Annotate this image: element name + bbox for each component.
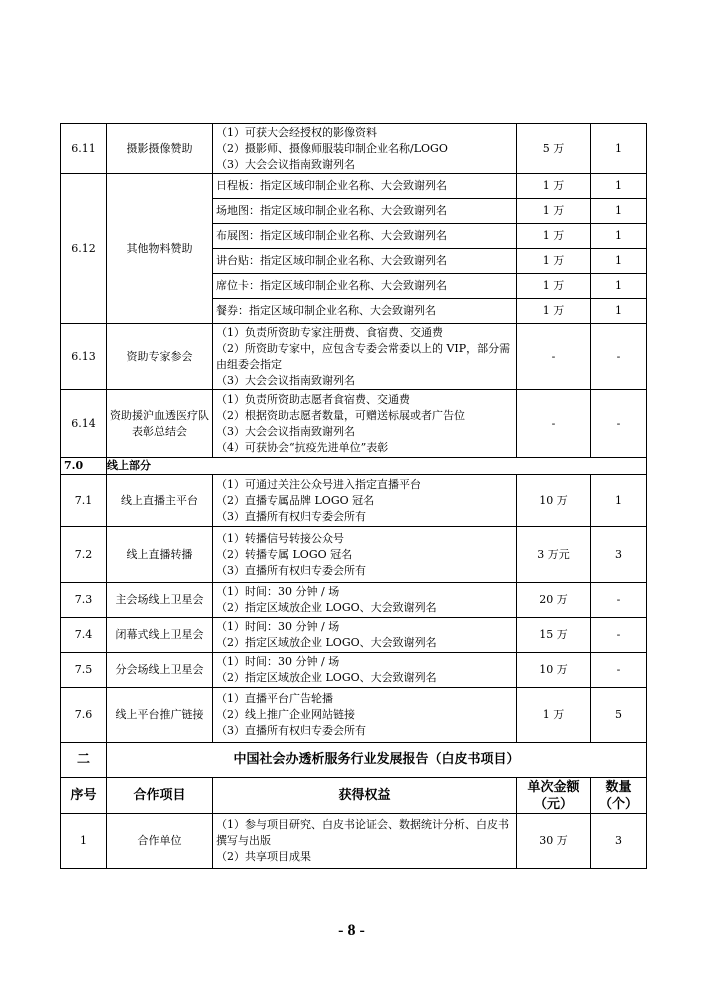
cooperation-item: 线上平台推广链接	[107, 688, 213, 743]
rights-line: （3）大会会议指南致谢列名	[216, 157, 355, 171]
table-row	[61, 618, 647, 653]
quantity-cell: 5	[591, 688, 647, 743]
amount-cell: 30 万	[517, 814, 591, 869]
rights-line: （3）大会会议指南致谢列名	[216, 424, 355, 438]
amount-cell: 15 万	[517, 618, 591, 653]
cooperation-item: 主会场线上卫星会	[107, 583, 213, 618]
rights-line: （2）指定区域放企业 LOGO、大会致谢列名	[216, 671, 437, 684]
section-title: 中国社会办透析服务行业发展报告（白皮书项目）	[107, 743, 647, 778]
table-row	[61, 527, 647, 583]
quantity-cell: -	[591, 324, 647, 390]
quantity-cell: 1	[591, 249, 647, 274]
rights-cell	[213, 814, 517, 869]
section-row	[61, 458, 647, 475]
table-row	[61, 583, 647, 618]
table-row	[61, 324, 647, 390]
sponsorship-table	[60, 123, 647, 869]
cooperation-item: 资助专家参会	[107, 324, 213, 390]
rights-line: （2）所资助专家中，应包含专委会常委以上的 VIP，部分需由组委会指定	[216, 341, 511, 371]
row-number: 7.2	[61, 527, 107, 583]
quantity-cell: 1	[591, 274, 647, 299]
rights-line: （2）指定区域放企业 LOGO、大会致谢列名	[216, 601, 437, 614]
rights-line: （1）负责所资助志愿者食宿费、交通费	[216, 392, 410, 406]
section-row	[61, 743, 647, 778]
header-number: 序号	[61, 778, 107, 814]
quantity-cell: -	[591, 583, 647, 618]
amount-cell: 1 万	[517, 224, 591, 249]
table-row	[61, 390, 647, 458]
rights-line: （3）直播所有权归专委会所有	[216, 509, 366, 523]
quantity-cell: -	[591, 653, 647, 688]
row-number: 6.14	[61, 390, 107, 458]
section-number: 7.0	[61, 458, 107, 475]
amount-cell: 1 万	[517, 299, 591, 324]
row-number: 6.13	[61, 324, 107, 390]
amount-cell: 20 万	[517, 583, 591, 618]
rights-line: （1）转播信号转接公众号	[216, 531, 344, 545]
amount-cell: 3 万元	[517, 527, 591, 583]
amount-cell: 1 万	[517, 274, 591, 299]
rights-line: （2）转播专属 LOGO 冠名	[216, 547, 353, 561]
cooperation-item: 线上直播主平台	[107, 475, 213, 527]
page-number: - 8 -	[338, 922, 365, 939]
rights-cell	[213, 688, 517, 743]
quantity-cell: 3	[591, 527, 647, 583]
rights-line: （1）可通过关注公众号进入指定直播平台	[216, 477, 421, 491]
rights-cell	[213, 475, 517, 527]
rights-line: （2）根据资助志愿者数量，可赠送标展或者广告位	[216, 408, 465, 422]
cooperation-item: 摄影摄像赞助	[107, 124, 213, 174]
rights-cell	[213, 324, 517, 390]
rights-cell	[213, 527, 517, 583]
rights-cell: 日程板：指定区域印制企业名称、大会致谢列名	[213, 174, 517, 199]
rights-line: （3）直播所有权归专委会所有	[216, 563, 366, 577]
header-row	[61, 778, 647, 814]
row-number: 6.12	[61, 174, 107, 324]
amount-cell: -	[517, 324, 591, 390]
header-quantity: 数量（个）	[591, 778, 647, 814]
table-row	[61, 124, 647, 174]
rights-line: （2）直播专属品牌 LOGO 冠名	[216, 493, 375, 507]
table-row	[61, 174, 647, 199]
rights-cell: 席位卡：指定区域印制企业名称、大会致谢列名	[213, 274, 517, 299]
section-title: 线上部分	[107, 458, 647, 475]
cooperation-item: 资助援沪血透医疗队表彰总结会	[107, 390, 213, 458]
amount-cell: -	[517, 390, 591, 458]
quantity-cell: 1	[591, 299, 647, 324]
rights-cell: 场地图：指定区域印制企业名称、大会致谢列名	[213, 199, 517, 224]
rights-line: （1）可获大会经授权的影像资料	[216, 125, 377, 139]
header-item: 合作项目	[107, 778, 213, 814]
rights-line: （2）共享项目成果	[216, 850, 311, 863]
cooperation-item: 线上直播转播	[107, 527, 213, 583]
cooperation-item: 合作单位	[107, 814, 213, 869]
cooperation-item: 其他物料赞助	[107, 174, 213, 324]
cooperation-item: 分会场线上卫星会	[107, 653, 213, 688]
header-rights: 获得权益	[213, 778, 517, 814]
quantity-cell: 3	[591, 814, 647, 869]
rights-cell: 讲台贴：指定区域印制企业名称、大会致谢列名	[213, 249, 517, 274]
cooperation-item: 闭幕式线上卫星会	[107, 618, 213, 653]
amount-cell: 1 万	[517, 249, 591, 274]
quantity-cell: -	[591, 390, 647, 458]
quantity-cell: 1	[591, 199, 647, 224]
amount-cell: 10 万	[517, 653, 591, 688]
section-number: 二	[61, 743, 107, 778]
rights-cell: 餐券：指定区域印制企业名称、大会致谢列名	[213, 299, 517, 324]
rights-cell	[213, 390, 517, 458]
rights-line: （1）参与项目研究、白皮书论证会、数据统计分析、白皮书撰写与出版	[216, 818, 509, 847]
rights-line: （2）摄影师、摄像师服装印制企业名称/LOGO	[216, 141, 448, 155]
amount-cell: 5 万	[517, 124, 591, 174]
row-number: 7.3	[61, 583, 107, 618]
table-row	[61, 814, 647, 869]
row-number: 7.5	[61, 653, 107, 688]
rights-line: （1）时间：30 分钟 / 场	[216, 655, 340, 668]
table-row	[61, 475, 647, 527]
rights-cell	[213, 653, 517, 688]
row-number: 1	[61, 814, 107, 869]
row-number: 7.4	[61, 618, 107, 653]
rights-line: （3）直播所有权归专委会所有	[216, 724, 366, 737]
rights-line: （1）直播平台广告轮播	[216, 692, 333, 705]
rights-cell: 布展图：指定区域印制企业名称、大会致谢列名	[213, 224, 517, 249]
rights-cell	[213, 124, 517, 174]
rights-line: （4）可获协会“抗疫先进单位”表彰	[216, 440, 389, 454]
amount-cell: 1 万	[517, 199, 591, 224]
table-row	[61, 653, 647, 688]
rights-line: （1）负责所资助专家注册费、食宿费、交通费	[216, 325, 443, 339]
quantity-cell: 1	[591, 124, 647, 174]
rights-line: （1）时间：30 分钟 / 场	[216, 620, 340, 633]
rights-cell	[213, 583, 517, 618]
amount-cell: 1 万	[517, 174, 591, 199]
rights-line: （1）时间：30 分钟 / 场	[216, 585, 340, 598]
row-number: 7.1	[61, 475, 107, 527]
rights-line: （2）线上推广企业网站链接	[216, 708, 355, 721]
table-row	[61, 688, 647, 743]
rights-line: （3）大会会议指南致谢列名	[216, 373, 355, 387]
quantity-cell: 1	[591, 224, 647, 249]
quantity-cell: -	[591, 618, 647, 653]
quantity-cell: 1	[591, 475, 647, 527]
rights-line: （2）指定区域放企业 LOGO、大会致谢列名	[216, 636, 437, 649]
header-amount: 单次金额（元）	[517, 778, 591, 814]
row-number: 6.11	[61, 124, 107, 174]
row-number: 7.6	[61, 688, 107, 743]
amount-cell: 1 万	[517, 688, 591, 743]
rights-cell	[213, 618, 517, 653]
quantity-cell: 1	[591, 174, 647, 199]
amount-cell: 10 万	[517, 475, 591, 527]
